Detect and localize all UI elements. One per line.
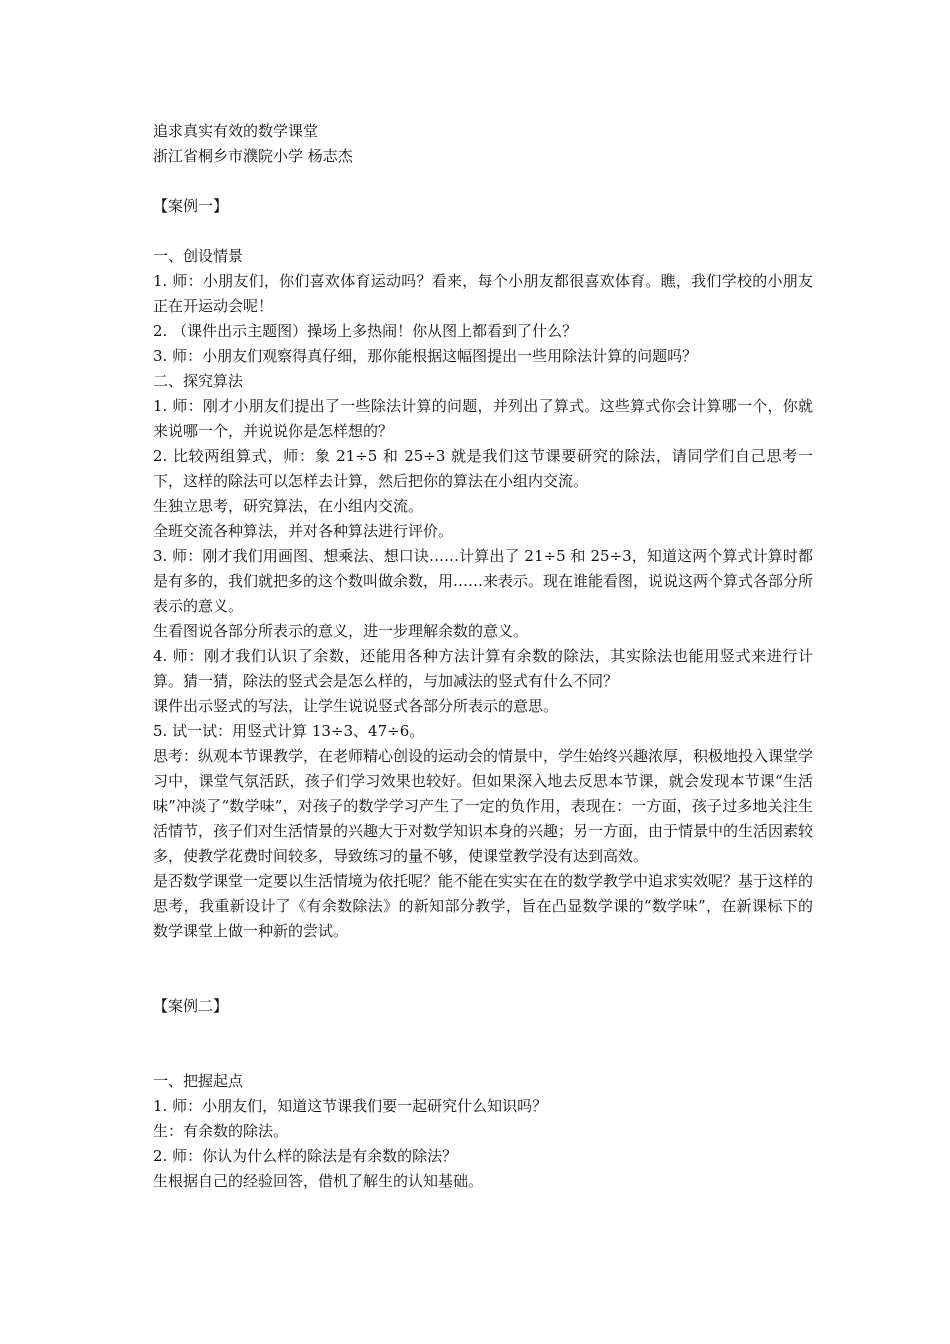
paragraph: 1. 师：刚才小朋友们提出了一些除法计算的问题，并列出了算式。这些算式你会计算哪一个，你就来说哪一个，并说说你是怎样想的？: [153, 397, 813, 440]
paragraph: 2. 师：你认为什么样的除法是有余数的除法？: [153, 1147, 458, 1165]
paragraph: 课件出示竖式的写法，让学生说说竖式各部分所表示的意思。: [153, 697, 559, 715]
paragraph: 生根据自己的经验回答，借机了解生的认知基础。: [153, 1172, 484, 1190]
paragraph: 1. 师：小朋友们，知道这节课我们要一起研究什么知识吗？: [153, 1097, 548, 1115]
paragraph: 3. 师：小朋友们观察得真仔细，那你能根据这幅图提出一些用除法计算的问题吗？: [153, 347, 698, 365]
paragraph: 5. 试一试：用竖式计算 13÷3、47÷6。: [153, 722, 425, 740]
case-two-section-one-heading: 一、把握起点: [153, 1072, 244, 1090]
paragraph: 生独立思考，研究算法，在小组内交流。: [153, 497, 424, 515]
paragraph: 生：有余数的除法。: [153, 1122, 289, 1140]
reflection-paragraph: 思考：纵观本节课教学，在老师精心创设的运动会的情景中，学生始终兴趣浓厚，积极地投入课堂学习中，课堂气氛活跃，孩子们学习效果也较好。但如果深入地去反思本节课，就会发现本节课“生活味”冲淡了“数学味”，对孩子的数学学习产生了一定的负作用，表现在：一方面，孩子过多地关注生活情节，孩子们对生活情景的兴趣大于对数学知识本身的兴趣；另一方面，由于情景中的生活因素较多，使教学花费时间较多，导致练习的量不够，使课堂教学没有达到高效。: [153, 747, 814, 865]
case-one-section-one-heading: 一、创设情景: [153, 247, 244, 265]
paragraph: 1. 师：小朋友们，你们喜欢体育运动吗？看来，每个小朋友都很喜欢体育。瞧，我们学校的小朋友正在开运动会呢！: [153, 272, 813, 315]
paragraph: 是否数学课堂一定要以生活情境为依托呢？能不能在实实在在的数学教学中追求实效呢？基于这样的思考，我重新设计了《有余数除法》的新知部分教学，旨在凸显数学课的“数学味”，在新课标下的数学课堂上做一种新的尝试。: [153, 872, 814, 940]
case-one-label: 【案例一】: [153, 197, 229, 215]
case-one-section-two-heading: 二、探究算法: [153, 372, 244, 390]
paragraph: 全班交流各种算法，并对各种算法进行评价。: [153, 522, 454, 540]
document-page: [153, 119, 813, 1194]
document-author: 浙江省桐乡市濮院小学 杨志杰: [153, 147, 353, 165]
paragraph: 2. 比较两组算式，师：象 21÷5 和 25÷3 就是我们这节课要研究的除法，请同学们自己思考一下，这样的除法可以怎样去计算，然后把你的算法在小组内交流。: [153, 447, 813, 490]
case-two-label: 【案例二】: [153, 997, 229, 1015]
paragraph: 2. （课件出示主题图）操场上多热闹！你从图上都看到了什么？: [153, 322, 578, 340]
paragraph: 4. 师：刚才我们认识了余数，还能用各种方法计算有余数的除法，其实除法也能用竖式来进行计算。猜一猜，除法的竖式会是怎么样的，与加减法的竖式有什么不同？: [153, 647, 813, 690]
document-title: 追求真实有效的数学课堂: [153, 122, 319, 140]
paragraph: 生看图说各部分所表示的意义，进一步理解余数的意义。: [153, 622, 529, 640]
paragraph: 3. 师：刚才我们用画图、想乘法、想口诀……计算出了 21÷5 和 25÷3，知道这两个算式计算时都是有多的，我们就把多的这个数叫做余数，用……来表示。现在谁能看图，说说这两个算式各部分所表示的意义。: [153, 547, 814, 615]
